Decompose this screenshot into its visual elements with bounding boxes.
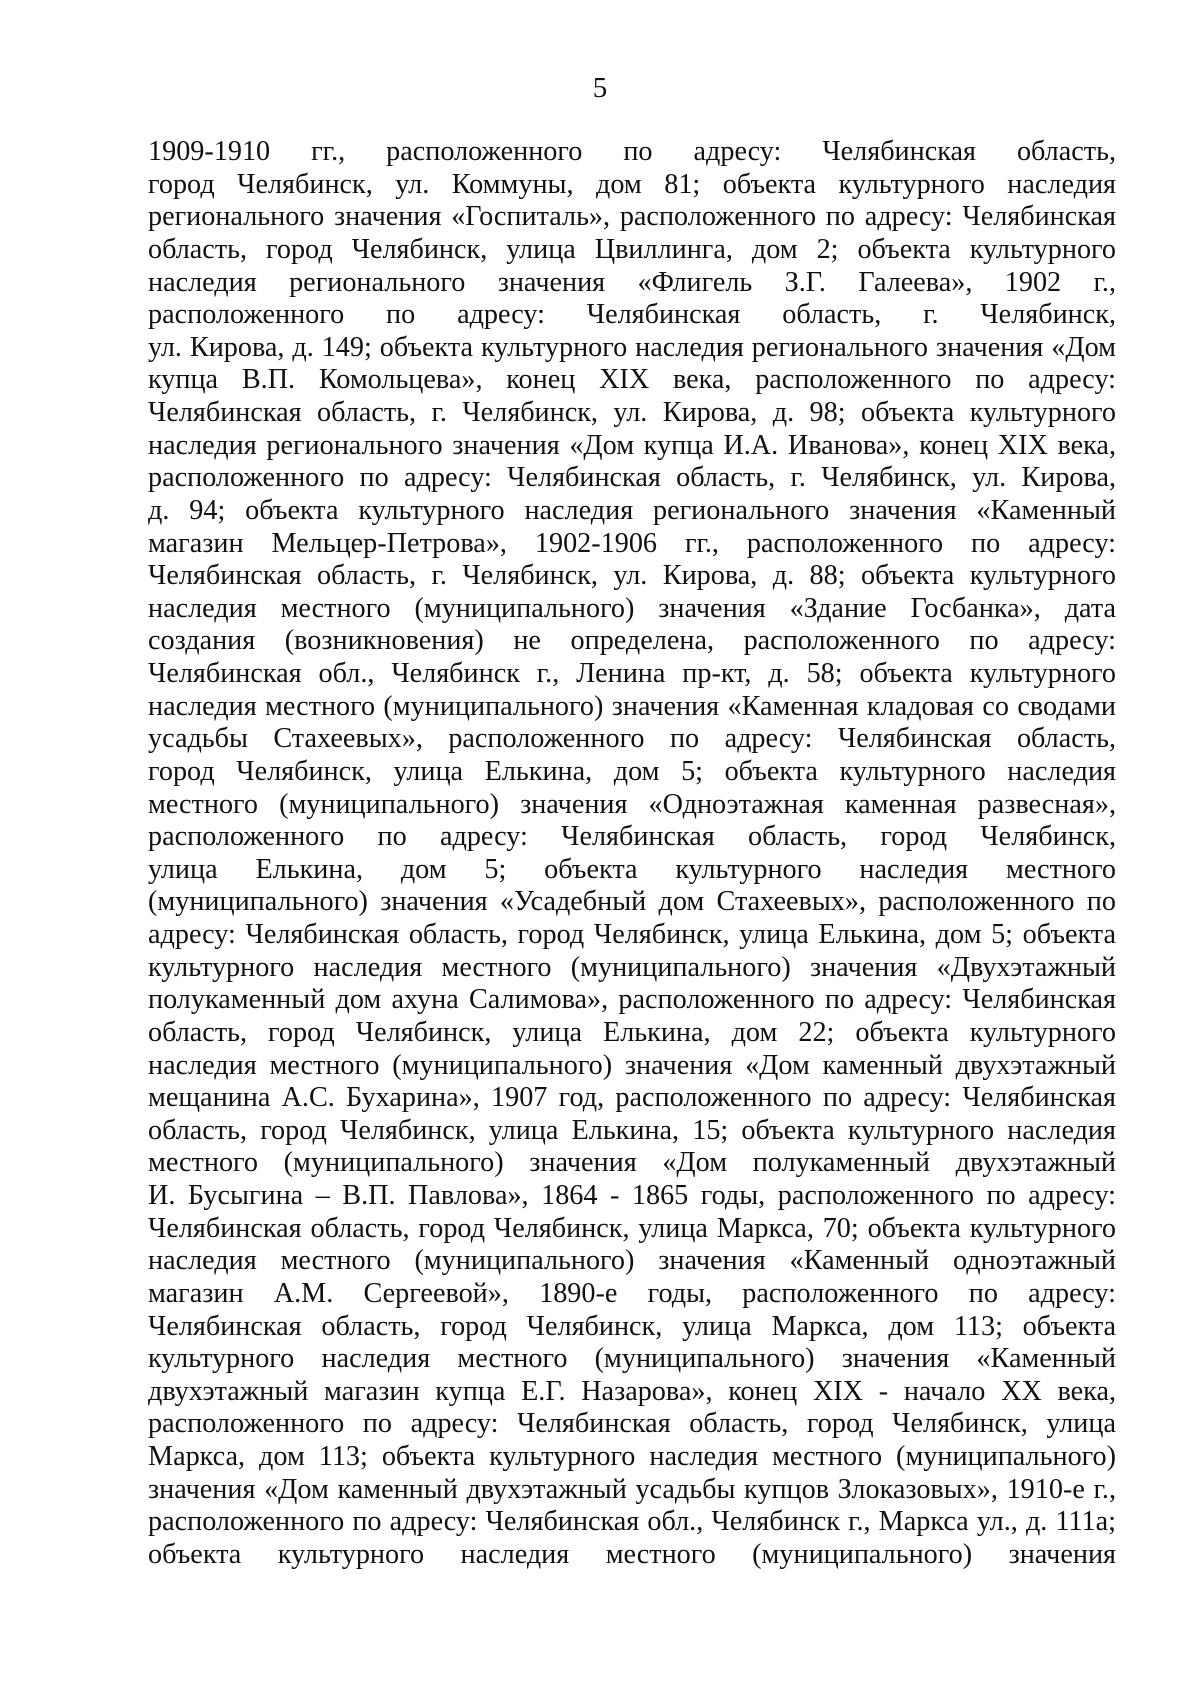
text-line: И. Бусыгина – В.П. Павлова», 1864 - 1865 годы, расположенного по адресу:	[148, 1180, 1116, 1211]
text-line: расположенного по адресу: Челябинская обл., Челябинск г., Маркса ул., д. 111а;	[148, 1506, 1116, 1538]
text-line: область, город Челябинск, улица Елькина, 15; объекта культурного наследия	[148, 1114, 1116, 1146]
text-line: местного (муниципального) значения «Одноэтажная каменная развесная»,	[148, 788, 1116, 820]
text-line: Челябинская область, г. Челябинск, ул. Кирова, д. 88; объекта культурного	[148, 560, 1116, 592]
text-line: культурного наследия местного (муниципального) значения «Двухэтажный	[148, 951, 1116, 983]
text-line: Челябинская область, город Челябинск, улица Маркса, 70; объекта культурного	[148, 1212, 1116, 1244]
body-paragraph	[148, 136, 1116, 1572]
text-line: наследия местного (муниципального) значения «Здание Госбанка», дата	[148, 592, 1116, 624]
text-line: ул. Кирова, д. 149; объекта культурного наследия регионального значения «Дом	[148, 331, 1116, 363]
text-line: усадьбы Стахеевых», расположенного по адресу: Челябинская область,	[148, 723, 1116, 755]
text-line: магазин А.М. Сергеевой», 1890-е годы, расположенного по адресу:	[148, 1277, 1116, 1309]
text-line: наследия регионального значения «Флигель З.Г. Галеева», 1902 г.,	[148, 266, 1116, 298]
text-line: город Челябинск, улица Елькина, дом 5; объекта культурного наследия	[148, 755, 1116, 787]
text-line: (муниципального) значения «Усадебный дом Стахеевых», расположенного по	[148, 886, 1116, 918]
text-line: объекта культурного наследия местного (муниципального) значения	[148, 1538, 1116, 1570]
text-line: расположенного по адресу: Челябинская область, город Челябинск, улица	[148, 1408, 1116, 1440]
text-line: город Челябинск, ул. Коммуны, дом 81; объекта культурного наследия	[148, 168, 1116, 200]
text-line: наследия местного (муниципального) значения «Каменная кладовая со сводами	[148, 690, 1116, 722]
text-line: культурного наследия местного (муниципального) значения «Каменный	[148, 1343, 1116, 1375]
text-line: наследия местного (муниципального) значения «Каменный одноэтажный	[148, 1245, 1116, 1277]
text-line: адресу: Челябинская область, город Челябинск, улица Елькина, дом 5; объекта	[148, 919, 1116, 950]
text-line: Челябинская обл., Челябинск г., Ленина пр-кт, д. 58; объекта культурного	[148, 658, 1116, 689]
text-line: расположенного по адресу: Челябинская область, г. Челябинск,	[148, 299, 1116, 331]
text-line: двухэтажный магазин купца Е.Г. Назарова», конец XIX - начало XX века,	[148, 1375, 1116, 1407]
text-line: улица Елькина, дом 5; объекта культурного наследия местного	[148, 853, 1116, 885]
text-line: расположенного по адресу: Челябинская область, г. Челябинск, ул. Кирова,	[148, 462, 1116, 494]
text-line: мещанина А.С. Бухарина», 1907 год, расположенного по адресу: Челябинская	[148, 1082, 1116, 1114]
text-line: расположенного по адресу: Челябинская область, город Челябинск,	[148, 821, 1116, 853]
text-line: наследия регионального значения «Дом купца И.А. Иванова», конец XIX века,	[148, 429, 1116, 461]
text-line: магазин Мельцер-Петрова», 1902-1906 гг., расположенного по адресу:	[148, 527, 1116, 559]
text-line: местного (муниципального) значения «Дом полукаменный двухэтажный	[148, 1147, 1116, 1179]
text-line: Маркса, дом 113; объекта культурного наследия местного (муниципального)	[148, 1441, 1116, 1472]
text-line: создания (возникновения) не определена, расположенного по адресу:	[148, 625, 1116, 657]
text-line: наследия местного (муниципального) значения «Дом каменный двухэтажный	[148, 1049, 1116, 1081]
page-number: 5	[592, 72, 608, 104]
text-line: Челябинская область, г. Челябинск, ул. Кирова, д. 98; объекта культурного	[148, 397, 1116, 428]
text-line: область, город Челябинск, улица Цвиллинга, дом 2; объекта культурного	[148, 233, 1116, 265]
text-line: полукаменный дом ахуна Салимова», расположенного по адресу: Челябинская	[148, 984, 1116, 1016]
text-line: область, город Челябинск, улица Елькина, дом 22; объекта культурного	[148, 1016, 1116, 1048]
text-line: купца В.П. Комольцева», конец XIX века, расположенного по адресу:	[148, 364, 1116, 396]
text-line: значения «Дом каменный двухэтажный усадьбы купцов Злоказовых», 1910-е г.,	[148, 1473, 1116, 1505]
text-line: 1909-1910 гг., расположенного по адресу: Челябинская область,	[148, 136, 1116, 167]
text-line: Челябинская область, город Челябинск, улица Маркса, дом 113; объекта	[148, 1310, 1116, 1342]
text-line: д. 94; объекта культурного наследия регионального значения «Каменный	[148, 494, 1116, 526]
text-line: регионального значения «Госпиталь», расположенного по адресу: Челябинская	[148, 201, 1116, 233]
